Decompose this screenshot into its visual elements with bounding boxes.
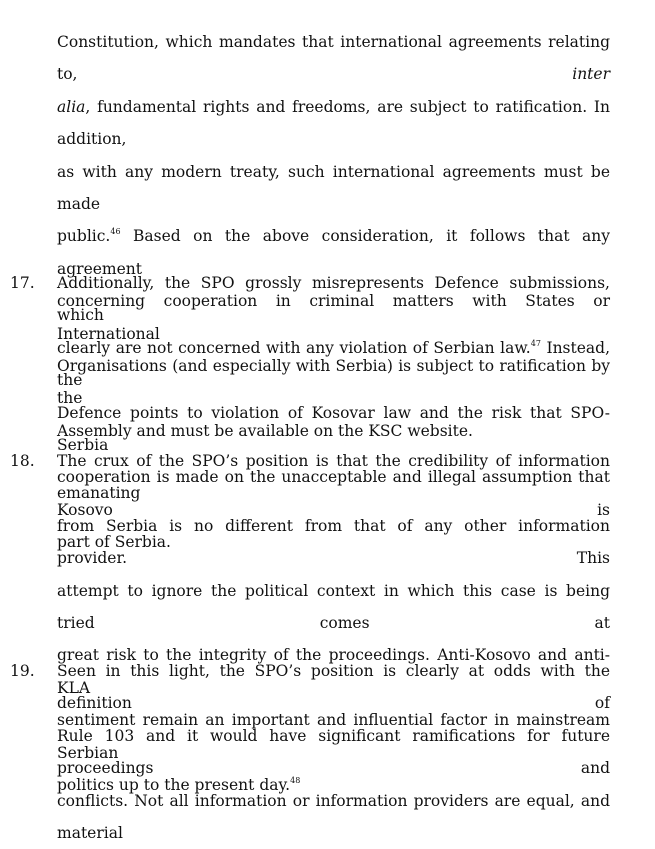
footnote-ref[interactable]: 46 [110, 227, 121, 237]
text-line: Constitution, which mandates that international agreements relating to, inter [57, 33, 610, 84]
text-line: attempt to ignore the political context in which this case is being tried comes at [57, 581, 610, 633]
text-line: concerning cooperation in criminal matters with States or International [57, 292, 610, 343]
footnote-ref[interactable]: 48 [290, 775, 301, 785]
paragraph-number: 18. [10, 452, 35, 470]
paragraph-number: 19. [10, 662, 35, 680]
text-line: public.$^{46}$ Based on the above consideration, it follows that any agreement [57, 227, 610, 278]
text-line: as with any modern treaty, such international agreements must be made [57, 162, 610, 214]
text-line: Organisations (and especially with Serbia) is subject to ratification by the [57, 357, 610, 408]
text-line: conflicts. Not all information or information providers are equal, and material [57, 791, 610, 843]
text-line: from Serbia is no different from that of any other information provider. This [57, 516, 610, 568]
text-line: Defence points to violation of Kosovar law and the risk that SPO-Serbia [57, 403, 610, 455]
text-line: clearly are not concerned with any violation of Serbian law.$^{47}$ Instead, the [57, 338, 611, 390]
text-line: Additionally, the SPO grossly misrepresents Defence submissions, which [57, 274, 610, 325]
text-line: Rule 103 and it would have significant ramifications for future proceedings and [57, 726, 610, 778]
text-line: Assembly and must be available on the KSC website. [57, 421, 473, 440]
text-line: sentiment remain an important and influential factor in mainstream Serbian [57, 711, 610, 762]
text-line: alia, fundamental rights and freedoms, are subject to ratification. In addition, [57, 97, 610, 149]
text-line: politics up to the present day.$^{48}$ [57, 775, 301, 795]
text-line: cooperation is made on the unacceptable and illegal assumption that Kosovo is [57, 468, 610, 519]
footnote-ref[interactable]: 47 [530, 338, 541, 348]
text-line: Seen in this light, the SPO’s position is clearly at odds with the definition of [57, 662, 610, 713]
paragraph-body [57, 655, 610, 849]
paragraph-number: 17. [10, 274, 35, 292]
text-line: great risk to the integrity of the proceedings. Anti-Kosovo and anti-KLA [57, 646, 610, 697]
text-line: The crux of the SPO’s position is that the credibility of information emanating [57, 452, 610, 503]
text-line: part of Serbia. [57, 533, 171, 552]
